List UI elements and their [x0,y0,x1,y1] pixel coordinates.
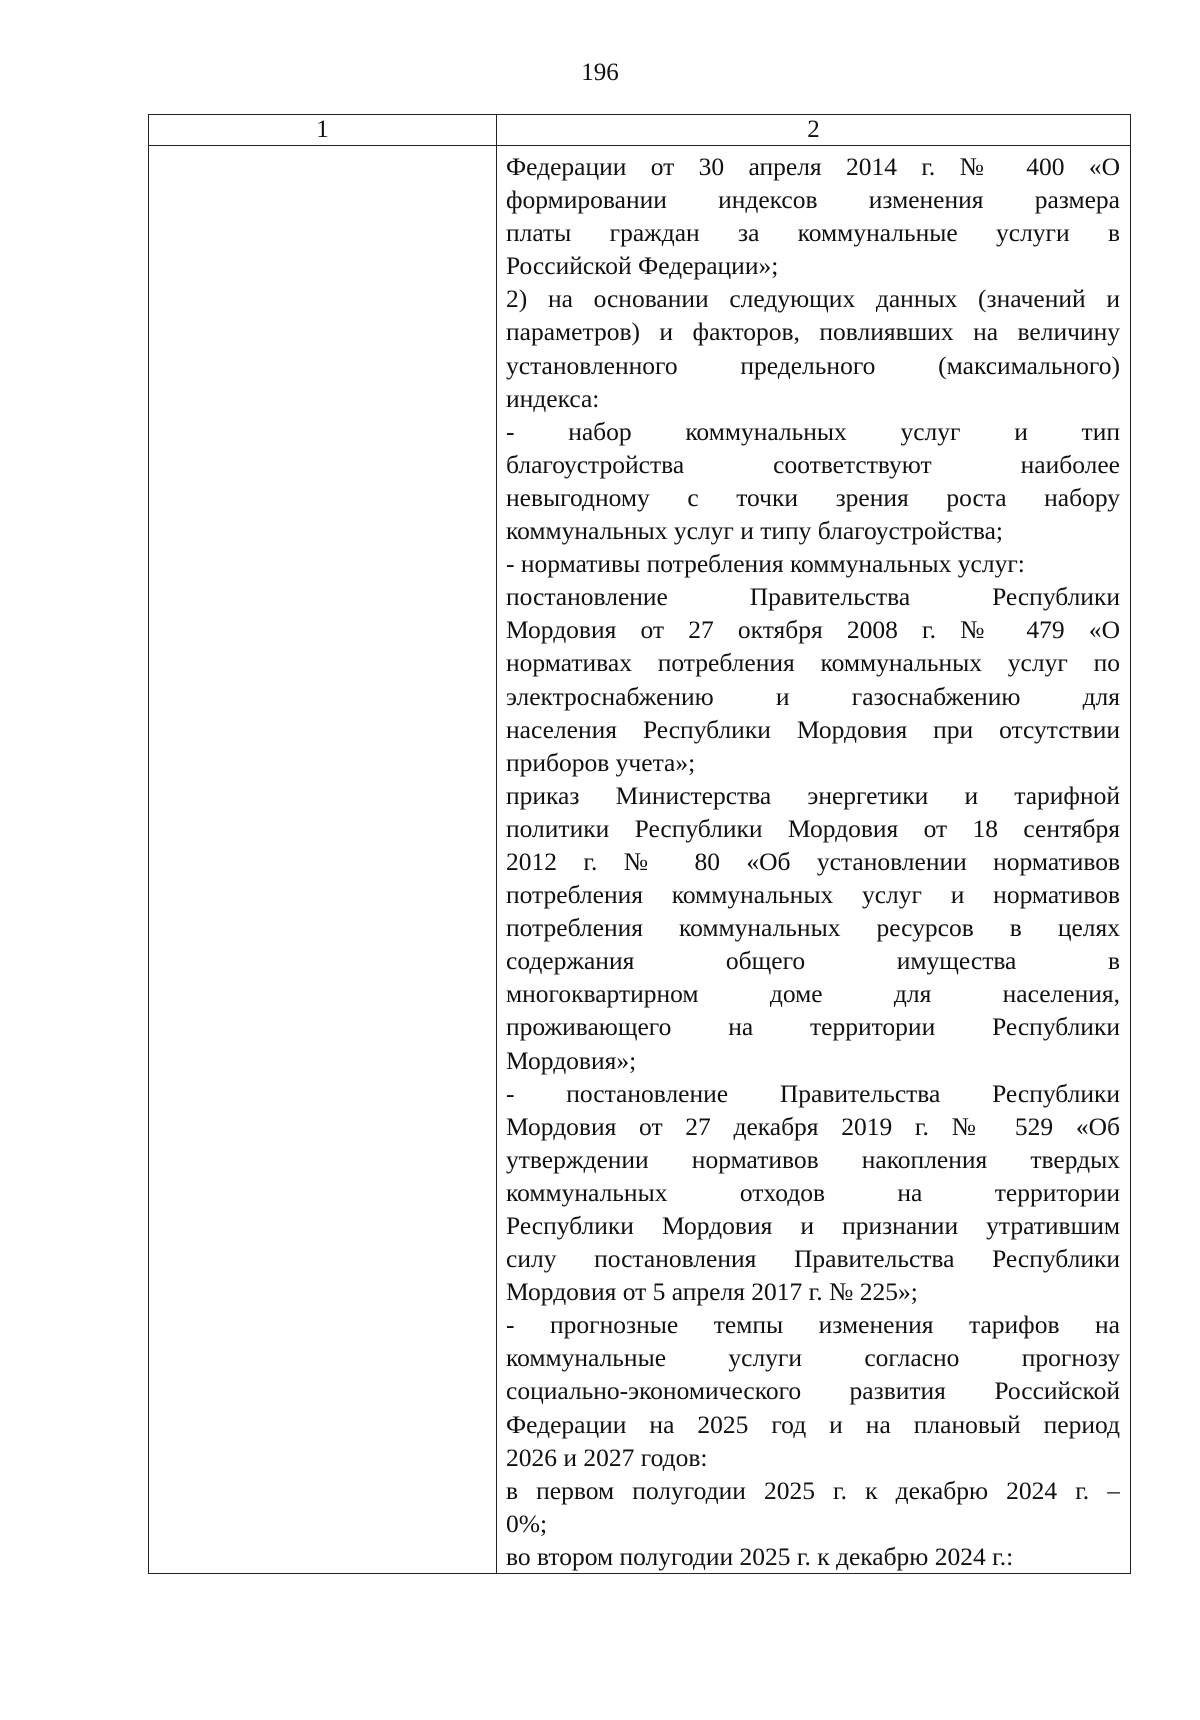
text-line: потребления коммунальных услуг и нормативов [506,880,1120,910]
text-line: платы граждан за коммунальные услуги в [506,218,1120,248]
text-line: параметров) и факторов, повлиявших на величину [506,317,1120,347]
text-line: Федерации от 30 апреля 2014 г. № 400 «О [506,152,1120,181]
text-line: в первом полугодии 2025 г. к декабрю 2024 г. – [506,1475,1120,1505]
text-line: 2012 г. № 80 «Об установлении нормативов [506,846,1120,876]
text-line: политики Республики Мордовия от 18 сентября [506,813,1120,843]
text-line: содержания общего имущества в [506,946,1120,976]
text-line: Мордовия от 5 апреля 2017 г. № 225»; [506,1277,918,1307]
table-header-row [149,115,1131,146]
table-body-row [149,146,1131,1574]
text-line: коммунальных услуг и типу благоустройства; [506,516,1004,546]
page-number: 196 [581,59,619,86]
text-line: социально-экономического развития Российской [506,1376,1120,1406]
text-line: 2) на основании следующих данных (значений и [506,284,1120,314]
text-line: потребления коммунальных ресурсов в целях [506,913,1120,943]
column-header-2: 2 [497,115,1131,146]
text-line: Мордовия от 27 октября 2008 г. № 479 «О [506,615,1120,645]
text-line: - постановление Правительства Республики [506,1078,1120,1108]
text-line: Республики Мордовия и признании утратившим [506,1211,1120,1240]
text-line: приборов учета»; [506,747,696,777]
text-line: электроснабжению и газоснабжению для [506,681,1120,711]
text-line: установленного предельного (максимального) [506,350,1120,380]
text-line: Российской Федерации»; [506,251,779,281]
empty-cell-col-1 [149,146,497,1574]
document-table [148,114,1131,1574]
text-line: Мордовия»; [506,1045,637,1075]
column-header-1: 1 [149,115,497,146]
text-line: невыгодному с точки зрения роста набору [506,482,1120,512]
text-line: многоквартирном доме для населения, [506,979,1120,1009]
text-line: - нормативы потребления коммунальных услуг: [506,549,1025,579]
text-line: постановление Правительства Республики [506,582,1120,612]
text-line: коммунальные услуги согласно прогнозу [506,1343,1120,1373]
text-line: населения Республики Мордовия при отсутствии [506,714,1120,744]
text-line: силу постановления Правительства Республики [506,1244,1120,1274]
text-line: нормативах потребления коммунальных услуг по [506,648,1120,678]
text-line: приказ Министерства энергетики и тарифной [506,780,1120,810]
text-line: 2026 и 2027 годов: [506,1442,708,1472]
text-line: - прогнозные темпы изменения тарифов на [506,1310,1120,1340]
text-line: проживающего на территории Республики [506,1012,1120,1042]
text-line: Федерации на 2025 год и на плановый период [506,1409,1120,1439]
text-cell-col-2 [497,146,1131,1574]
text-line: во втором полугодии 2025 г. к декабрю 2024 г.: [506,1541,1014,1571]
text-line: Мордовия от 27 декабря 2019 г. № 529 «Об [506,1111,1120,1141]
text-line: 0%; [506,1508,548,1538]
text-line: формировании индексов изменения размера [506,185,1120,215]
text-line: индекса: [506,383,600,413]
text-line: утверждении нормативов накопления твердых [506,1144,1120,1174]
text-line: коммунальных отходов на территории [506,1177,1120,1207]
text-line: - набор коммунальных услуг и тип [506,416,1120,446]
text-line: благоустройства соответствуют наиболее [506,449,1120,479]
